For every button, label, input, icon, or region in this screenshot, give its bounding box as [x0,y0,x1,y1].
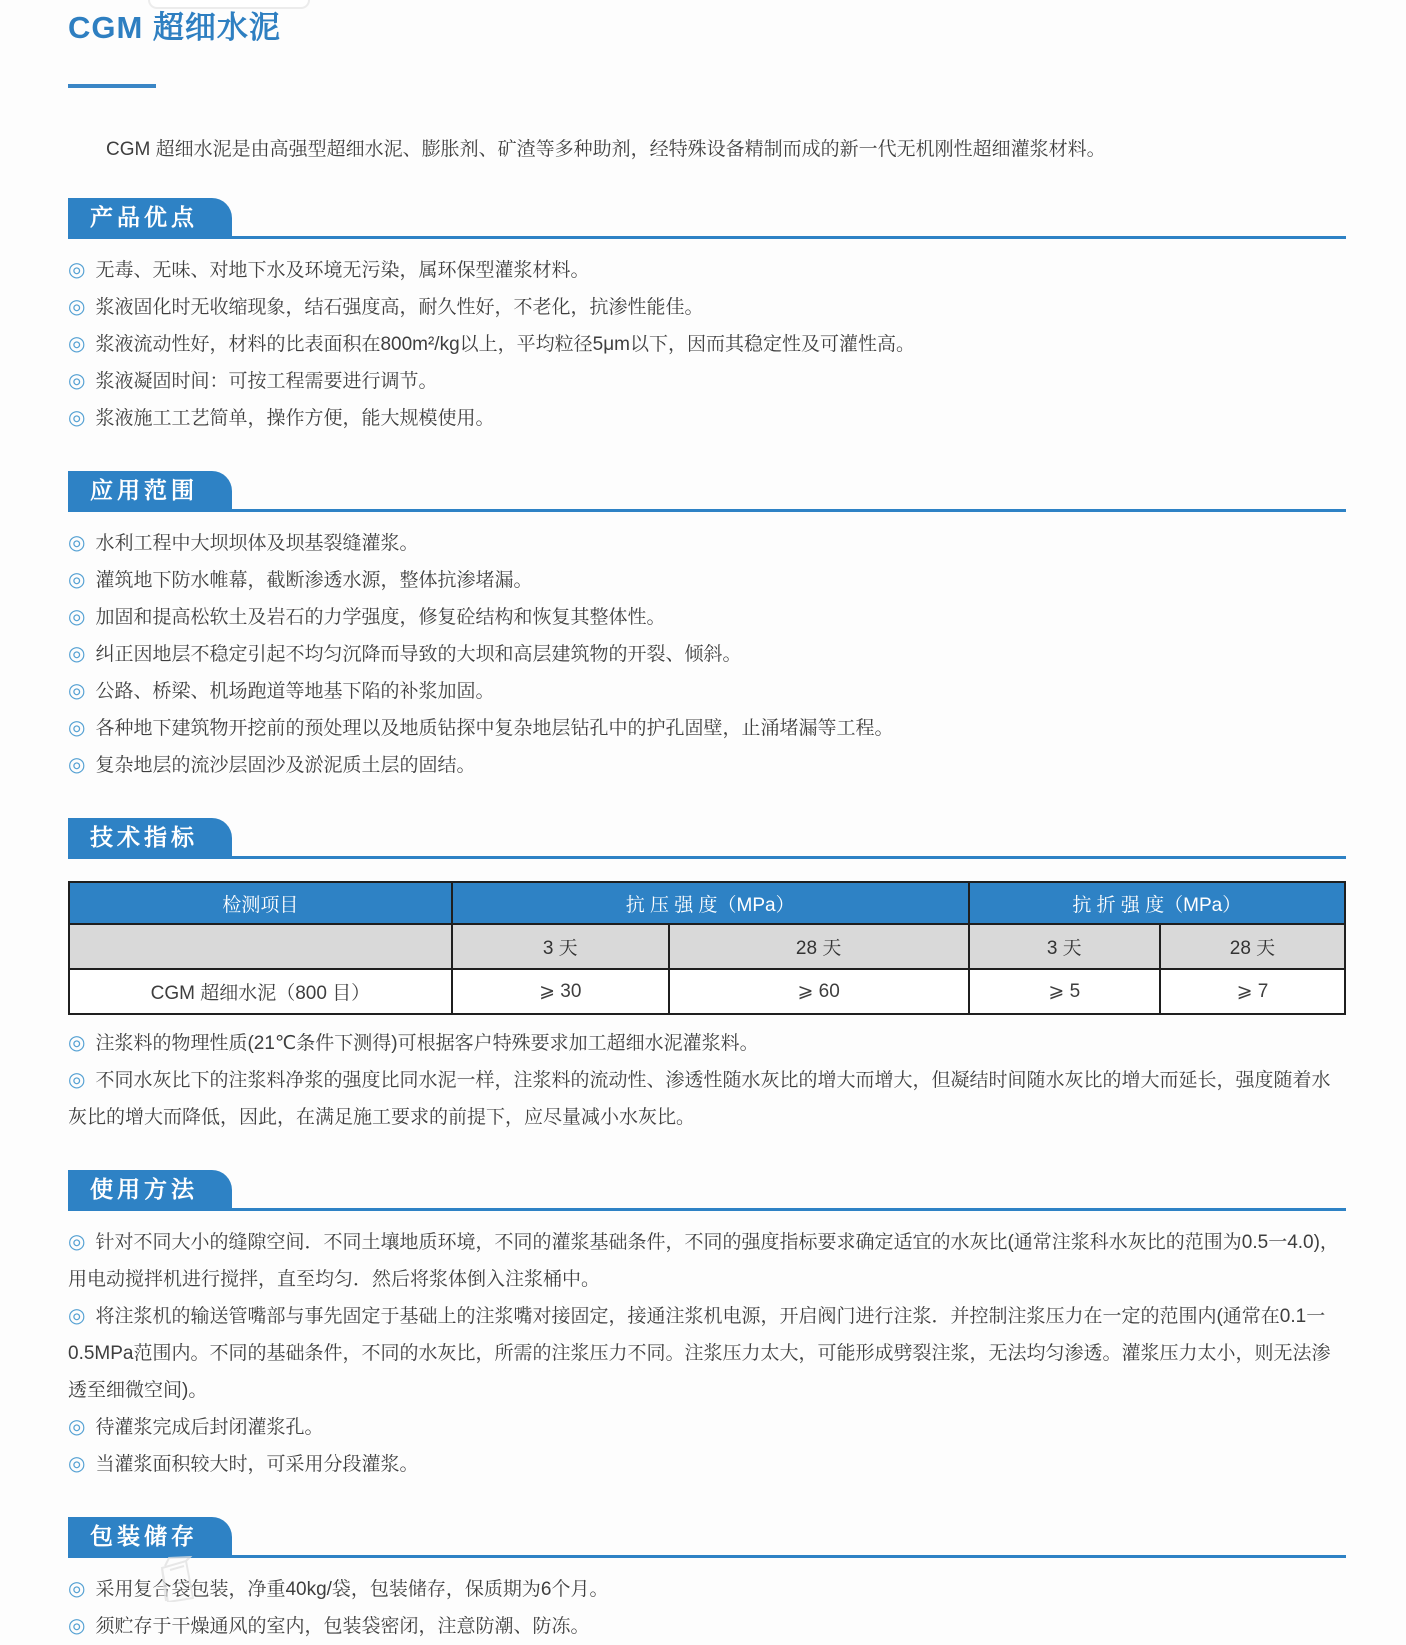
advantages-list [68,252,1346,437]
table-cell-value: ⩾ 30 [452,969,669,1014]
bullet-text: 注浆料的物理性质(21℃条件下测得)可根据客户特殊要求加工超细水泥灌浆料。 [95,1033,759,1054]
cement-bag-watermark-icon [146,1556,210,1607]
table-subheader-day: 28 天 [669,924,969,969]
section-title-tab: 应用范围 [68,471,232,509]
table-subheader-empty [69,924,452,969]
bullet-text: 将注浆机的输送管嘴部与事先固定于基础上的注浆嘴对接固定，接通注浆机电源，开启阀门进行注浆．并控制注浆压力在一定的范围内(通常在0.1一0.5MPa范围内。不同的基础条件，不同的水灰比，所需的注浆压力不同。注浆压力太大，可能形成劈裂注浆，无法均匀渗透。灌浆压力太小，则无法渗透至细微空间)。 [68,1306,1331,1401]
bullet-icon: ◎ [68,717,86,739]
table-cell-value: ⩾ 60 [669,969,969,1014]
bullet-icon: ◎ [68,643,86,665]
bullet-icon: ◎ [68,1305,86,1327]
table-row [69,969,1345,1014]
bullet-icon: ◎ [68,370,86,392]
bullet-icon: ◎ [68,1416,86,1438]
spec-table [68,881,1346,1015]
section-applications [68,471,1346,784]
bullet-icon: ◎ [68,1069,86,1091]
table-cell-product: CGM 超细水泥（800 目） [69,969,452,1014]
bullet-text: 水利工程中大坝坝体及坝基裂缝灌浆。 [95,533,419,554]
bullet-text: 浆液凝固时间：可按工程需要进行调节。 [95,371,438,392]
bullet-icon: ◎ [68,569,86,591]
bullet-text: 采用复合袋包装，净重40kg/袋，包装储存，保质期为6个月。 [95,1579,609,1600]
table-header-row [69,882,1345,924]
bullet-icon: ◎ [68,606,86,628]
section-header [68,1170,1346,1211]
table-cell-value: ⩾ 5 [969,969,1160,1014]
bullet-icon: ◎ [68,680,86,702]
table-header-item: 检测项目 [69,882,452,924]
list-item [68,363,1346,400]
section-usage [68,1170,1346,1483]
bullet-text: 浆液流动性好，材料的比表面积在800m²/kg以上，平均粒径5μm以下，因而其稳定性及可灌性高。 [95,334,915,355]
usage-list [68,1224,1346,1483]
table-subheader-row [69,924,1345,969]
list-item [68,636,1346,673]
list-item [68,562,1346,599]
bullet-text: 复杂地层的流沙层固沙及淤泥质土层的固结。 [95,755,476,776]
section-title-tab: 产品优点 [68,198,232,236]
list-item [68,1608,1346,1645]
bullet-icon: ◎ [68,754,86,776]
bullet-text: 各种地下建筑物开挖前的预处理以及地质钻探中复杂地层钻孔中的护孔固壁，止涌堵漏等工程。 [95,718,894,739]
bullet-text: 待灌浆完成后封闭灌浆孔。 [95,1417,324,1438]
table-subheader-day: 28 天 [1160,924,1345,969]
bullet-icon: ◎ [68,259,86,281]
list-item [68,289,1346,326]
document-content [68,0,1346,1645]
bullet-text: 不同水灰比下的注浆料净浆的强度比同水泥一样，注浆料的流动性、渗透性随水灰比的增大而增大，但凝结时间随水灰比的增大而延长，强度随着水灰比的增大而降低，因此，在满足施工要求的前提下，应尽量减小水灰比。 [68,1070,1331,1128]
list-item [68,710,1346,747]
bullet-text: 须贮存于干燥通风的室内，包装袋密闭，注意防潮、防冻。 [95,1616,590,1637]
bullet-icon: ◎ [68,1032,86,1054]
bullet-icon: ◎ [68,296,86,318]
table-subheader-day: 3 天 [969,924,1160,969]
list-item [68,1409,1346,1446]
bullet-icon: ◎ [68,1231,86,1253]
bullet-text: 针对不同大小的缝隙空间．不同土壤地质环境，不同的灌浆基础条件，不同的强度指标要求确定适宜的水灰比(通常注浆科水灰比的范围为0.5一4.0)，用电动搅拌机进行搅拌，直至均匀．然后将浆体倒入注浆桶中。 [68,1232,1339,1290]
section-header [68,1517,1346,1558]
list-item [68,400,1346,437]
bullet-text: 无毒、无味、对地下水及环境无污染，属环保型灌浆材料。 [95,260,590,281]
list-item [68,1025,1346,1062]
section-advantages [68,198,1346,437]
list-item [68,1224,1346,1298]
list-item [68,1062,1346,1136]
bullet-icon: ◎ [68,1615,86,1637]
table-cell-value: ⩾ 7 [1160,969,1345,1014]
list-item [68,1571,1346,1608]
list-item [68,673,1346,710]
applications-list [68,525,1346,784]
bullet-text: 浆液固化时无收缩现象，结石强度高，耐久性好，不老化，抗渗性能佳。 [95,297,704,318]
section-title-tab: 技术指标 [68,818,232,856]
bullet-text: 公路、桥梁、机场跑道等地基下陷的补浆加固。 [95,681,495,702]
table-header-compressive: 抗 压 强 度（MPa） [452,882,969,924]
section-title-tab: 包装储存 [68,1517,232,1555]
section-header [68,471,1346,512]
bullet-icon: ◎ [68,1453,86,1475]
specs-notes [68,1025,1346,1136]
intro-paragraph: CGM 超细水泥是由高强型超细水泥、膨胀剂、矿渣等多种助剂，经特殊设备精制而成的新一代无机刚性超细灌浆材料。 [106,139,1106,160]
table-subheader-day: 3 天 [452,924,669,969]
section-title-tab: 使用方法 [68,1170,232,1208]
bullet-text: 纠正因地层不稳定引起不均匀沉降而导致的大坝和高层建筑物的开裂、倾斜。 [95,644,742,665]
bullet-text: 加固和提高松软土及岩石的力学强度，修复砼结构和恢复其整体性。 [95,607,666,628]
page-title: CGM 超细水泥 [68,10,281,45]
section-header [68,818,1346,859]
table-header-flexural: 抗 折 强 度（MPa） [969,882,1345,924]
bullet-text: 灌筑地下防水帷幕，截断渗透水源，整体抗渗堵漏。 [95,570,533,591]
bullet-icon: ◎ [68,407,86,429]
storage-list [68,1571,1346,1645]
title-underline [68,84,156,88]
list-item [68,1298,1346,1409]
list-item [68,326,1346,363]
bullet-icon: ◎ [68,333,86,355]
bullet-icon: ◎ [68,1578,86,1600]
section-storage [68,1517,1346,1645]
section-specs [68,818,1346,1136]
list-item [68,1446,1346,1483]
list-item [68,252,1346,289]
bullet-icon: ◎ [68,532,86,554]
bullet-text: 当灌浆面积较大时，可采用分段灌浆。 [95,1454,419,1475]
list-item [68,525,1346,562]
list-item [68,599,1346,636]
list-item [68,747,1346,784]
bullet-text: 浆液施工工艺简单，操作方便，能大规模使用。 [95,408,495,429]
section-header [68,198,1346,239]
